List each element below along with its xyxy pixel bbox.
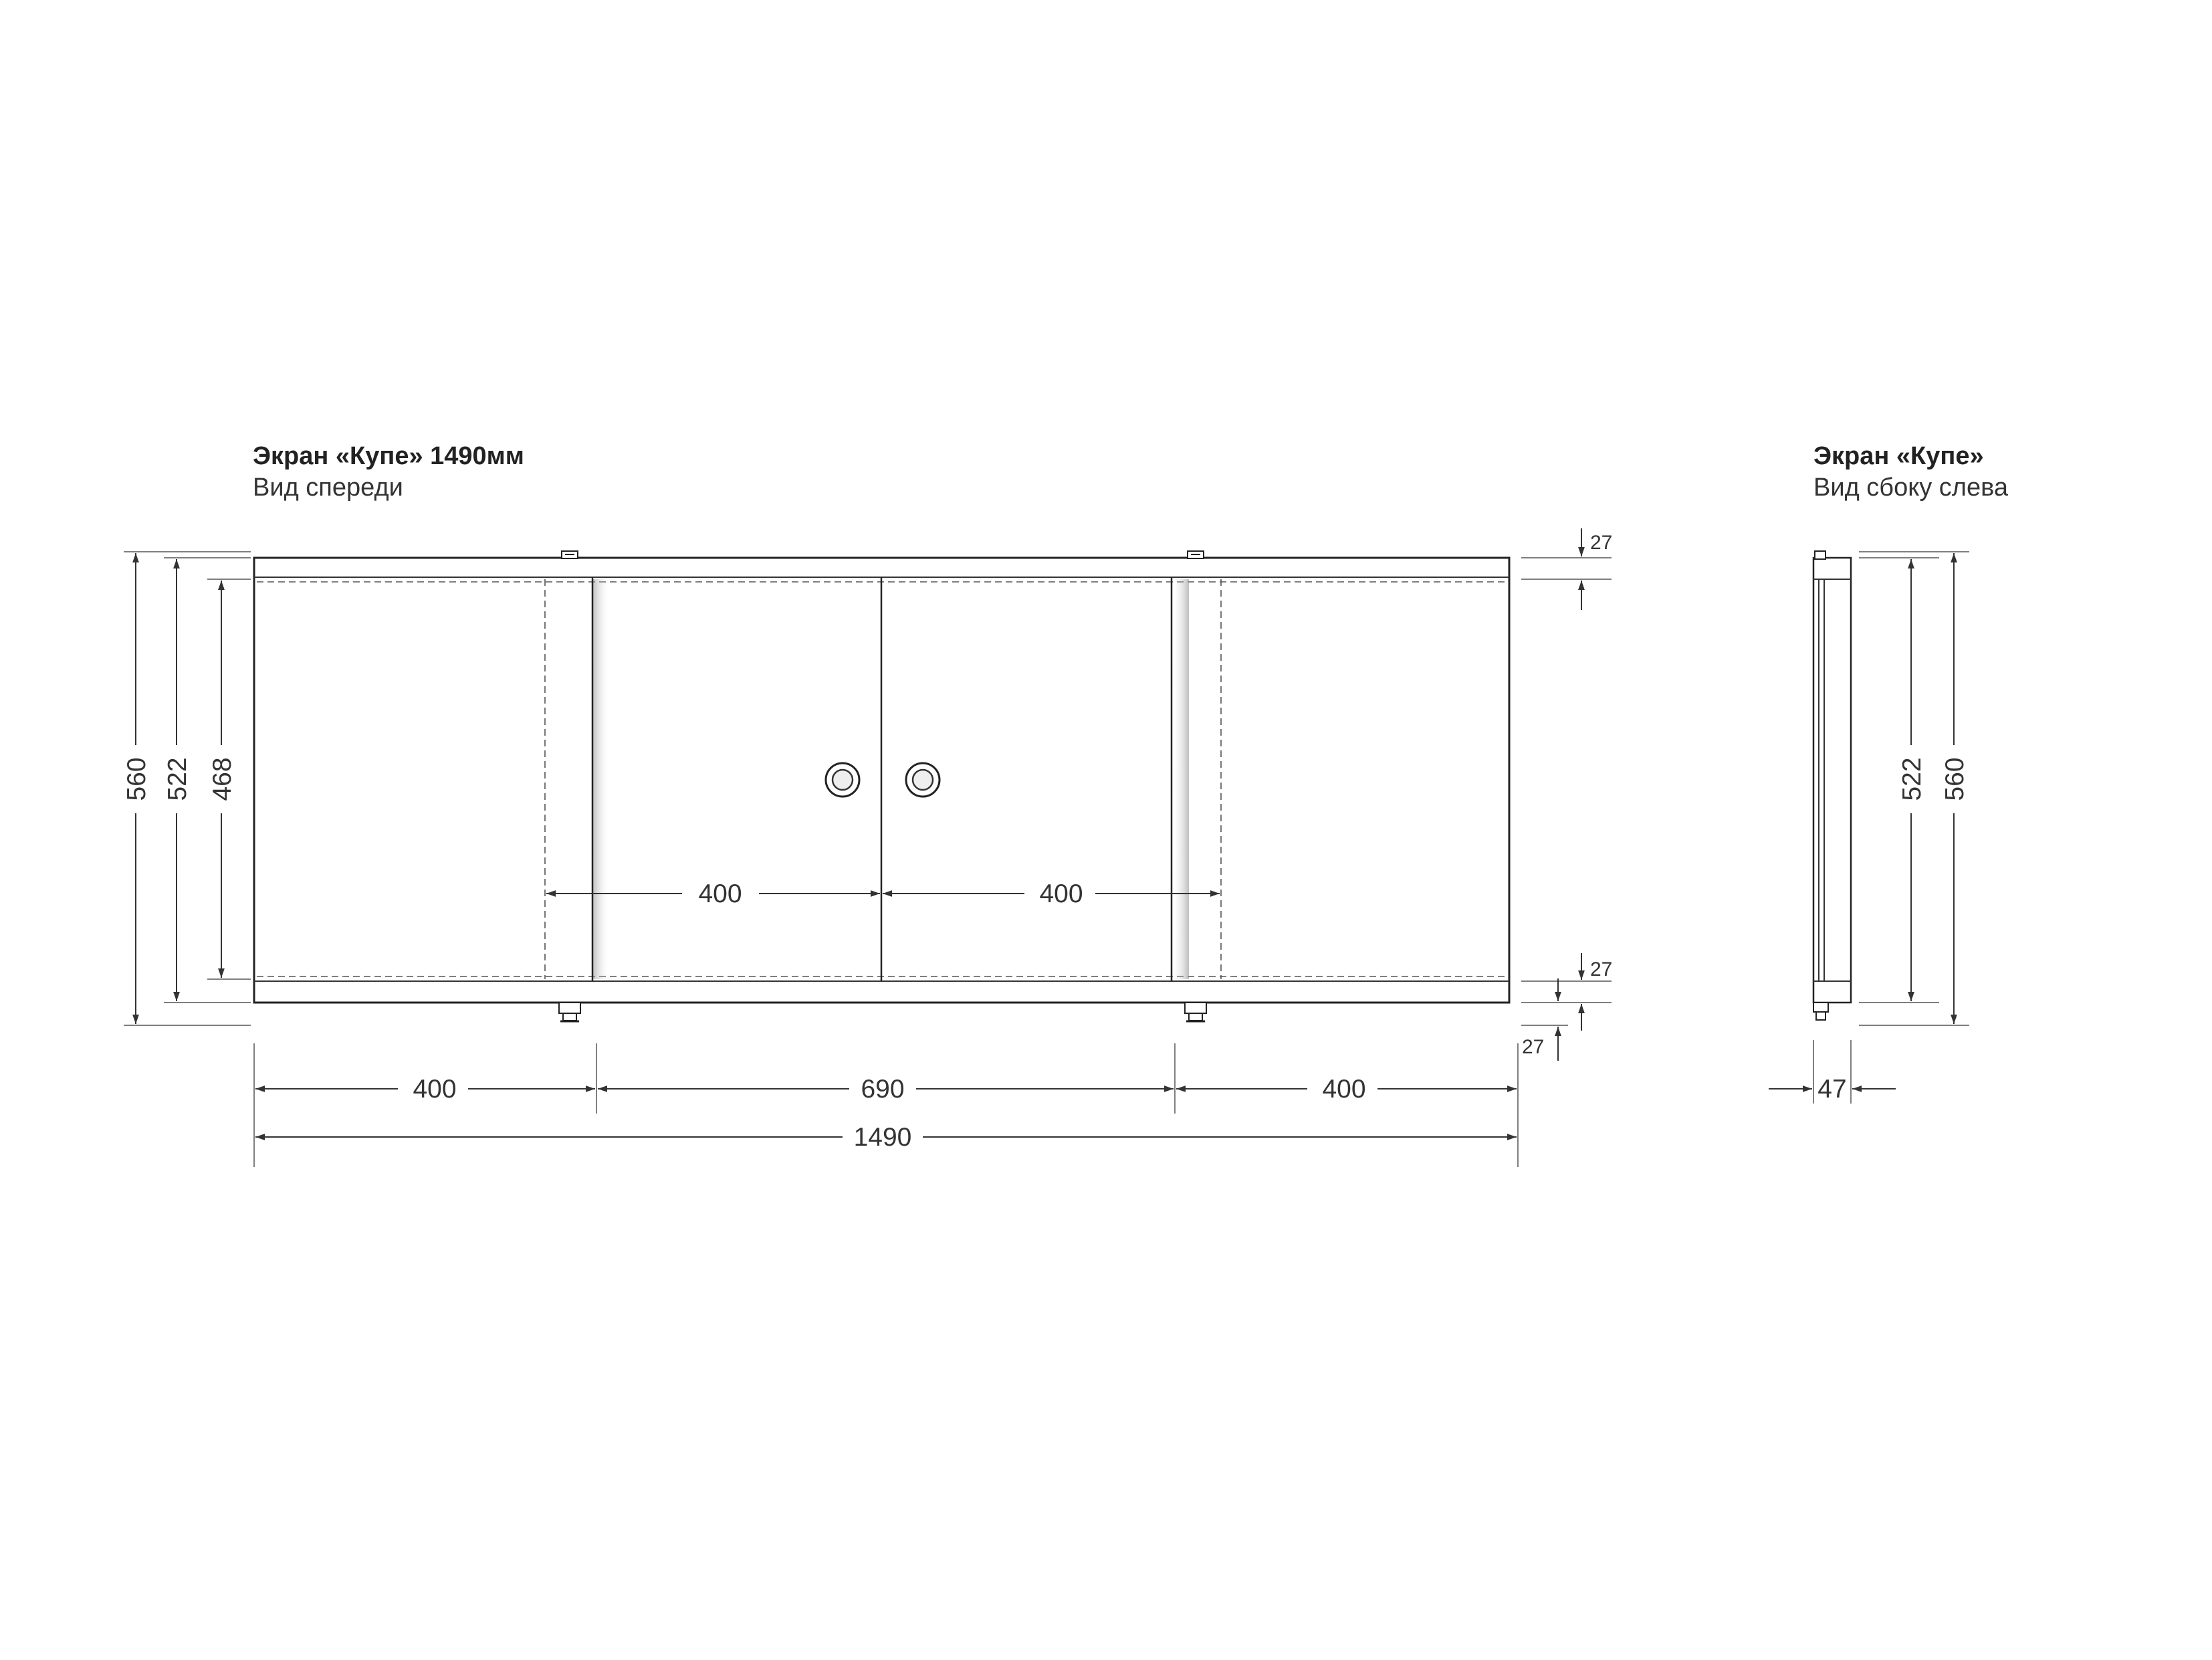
side-dim-height-560 — [1941, 553, 1969, 1024]
dim-top-rail-27 — [1581, 528, 1612, 610]
dim-width-right-400 — [1176, 1075, 1517, 1104]
side-view-subtitle: Вид сбоку слева — [1813, 474, 2009, 502]
dim-panel-right-400-label: 400 — [1039, 879, 1083, 908]
dim-panel-left-400-label: 400 — [698, 879, 742, 908]
dim-bottom-rail-27-label: 27 — [1590, 958, 1613, 980]
side-dim-depth-47 — [1769, 1075, 1896, 1104]
dim-panel-right-400 — [883, 879, 1220, 908]
handle-left-icon — [826, 763, 859, 797]
dim-height-560 — [122, 553, 151, 1024]
dim-width-right-400-label: 400 — [1322, 1075, 1366, 1104]
dim-width-center-690 — [598, 1075, 1174, 1104]
side-dim-height-522-label: 522 — [1898, 757, 1926, 801]
foot-right-icon — [1185, 1003, 1206, 1021]
dim-bottom-foot-27-label: 27 — [1522, 1036, 1545, 1058]
front-view — [122, 442, 1612, 1167]
foot-left-icon — [559, 1003, 580, 1021]
dim-width-center-690-label: 690 — [861, 1075, 905, 1104]
top-clip-right-icon — [1188, 551, 1204, 558]
dim-bottom-rail-27 — [1581, 953, 1612, 1031]
dim-width-total-1490-label: 1490 — [853, 1123, 912, 1152]
dim-height-560-label: 560 — [122, 757, 151, 801]
side-view — [1769, 442, 2009, 1104]
dim-height-468 — [208, 581, 237, 978]
side-view-title: Экран «Купе» — [1813, 442, 1984, 470]
handle-right-icon — [906, 763, 939, 797]
side-dim-height-560-label: 560 — [1941, 757, 1969, 801]
side-dim-height-522 — [1898, 559, 1926, 1001]
dim-height-522 — [163, 559, 192, 1001]
front-view-subtitle: Вид спереди — [253, 474, 403, 502]
dim-width-total-1490 — [255, 1123, 1517, 1152]
front-view-title: Экран «Купе» 1490мм — [253, 442, 524, 470]
side-dim-depth-47-label: 47 — [1817, 1075, 1847, 1104]
side-profile — [1813, 551, 1851, 1020]
dim-width-left-400 — [255, 1075, 595, 1104]
dim-height-468-label: 468 — [208, 757, 237, 801]
dim-width-left-400-label: 400 — [413, 1075, 457, 1104]
top-clip-left-icon — [562, 551, 578, 558]
dim-height-522-label: 522 — [163, 757, 192, 801]
dim-bottom-foot-27 — [1522, 978, 1558, 1061]
dim-top-rail-27-label: 27 — [1590, 532, 1613, 554]
